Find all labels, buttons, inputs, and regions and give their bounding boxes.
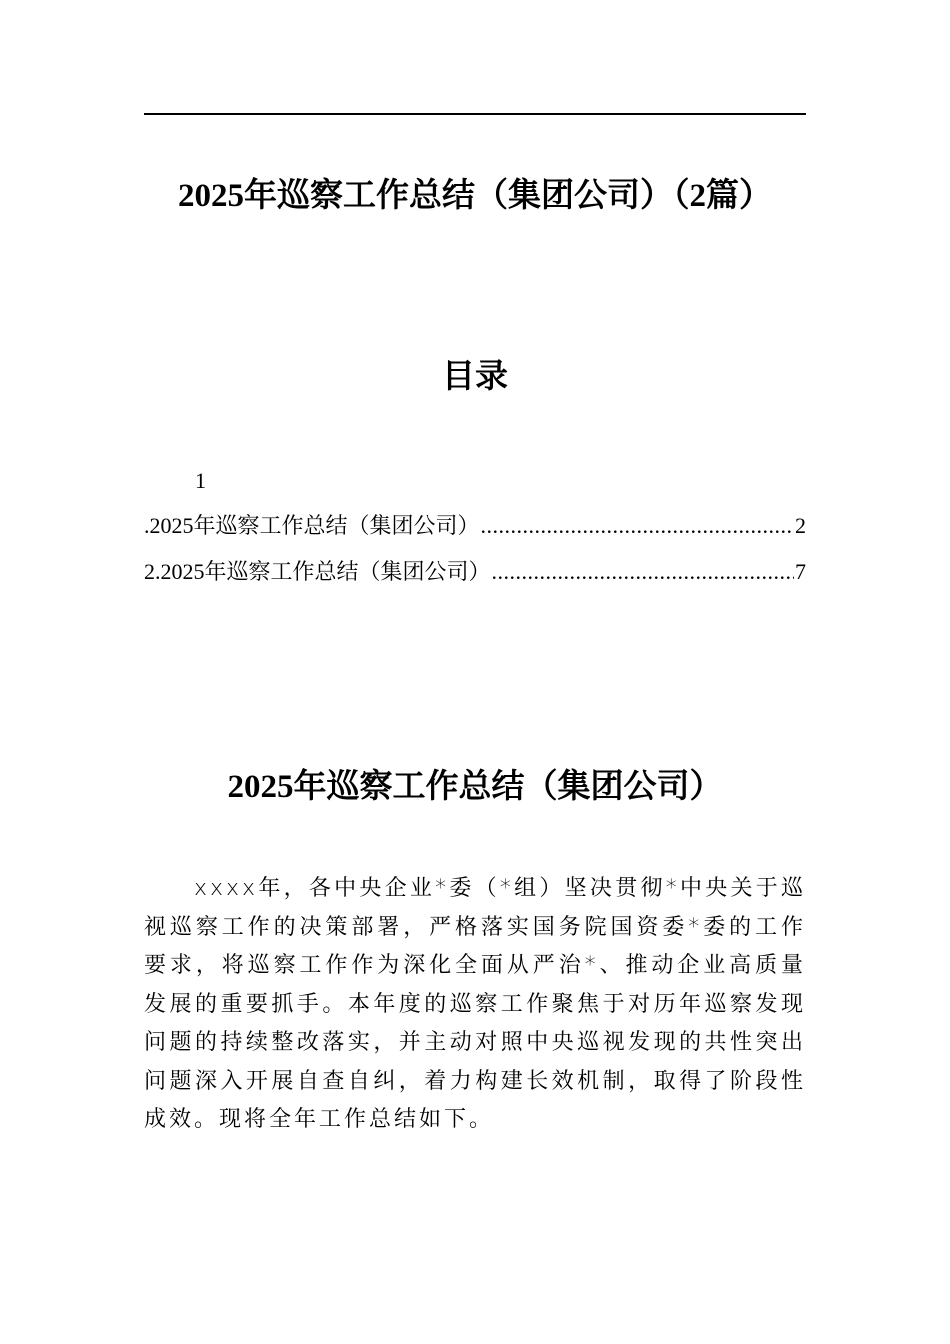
toc-leader xyxy=(481,511,794,541)
toc-entry-2[interactable] xyxy=(144,557,806,587)
toc-entry-number: 1 xyxy=(195,468,206,493)
section-title: 2025年巡察工作总结（集团公司） xyxy=(227,769,723,805)
document-title: 2025年巡察工作总结（集团公司）（2篇） xyxy=(178,178,772,214)
toc-entry-page: 7 xyxy=(795,559,806,584)
toc-entry-label: 2.2025年巡察工作总结（集团公司） xyxy=(144,559,491,584)
toc-entry-label: .2025年巡察工作总结（集团公司） xyxy=(144,513,480,538)
body-paragraph: xxxx年，各中央企业*委（*组）坚决贯彻*中央关于巡视巡察工作的决策部署，严格落实国务院国资委*委的工作要求，将巡察工作作为深化全面从严治*、推动企业高质量发展的重要抓手。本年度的巡察工作聚焦于对历年巡察发现问题的持续整改落实，并主动对照中央巡视发现的共性突出问题深入开展自查自纠，着力构建长效机制，取得了阶段性成效。现将全年工作总结如下。 xyxy=(144,876,806,1132)
toc-entry-1[interactable] xyxy=(144,511,806,541)
toc-heading: 目录 xyxy=(442,359,508,395)
top-divider xyxy=(144,113,806,115)
toc-entry-page: 2 xyxy=(795,513,806,538)
toc-leader xyxy=(492,557,794,587)
